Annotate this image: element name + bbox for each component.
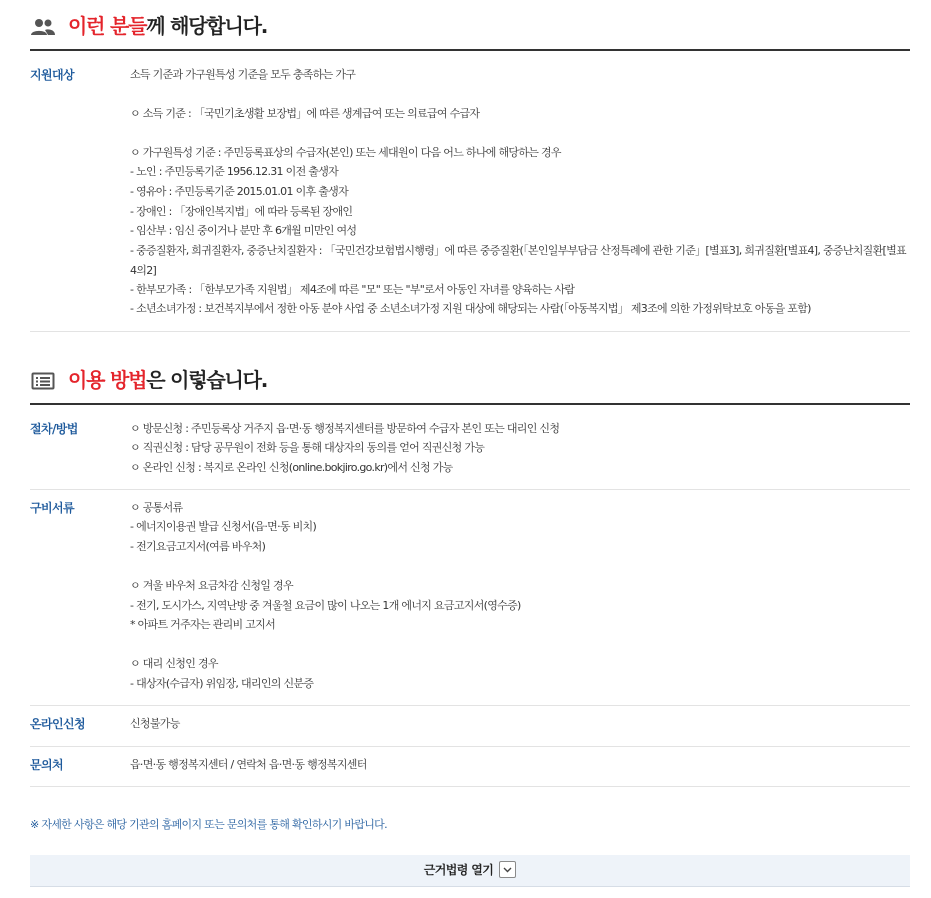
content-line: ㅇ 대리 신청인 경우 [130,657,218,670]
list-icon [30,368,56,394]
divider [30,786,910,787]
content-line: * 아파트 거주자는 관리비 고지서 [130,618,276,631]
content-line: ㅇ 공통서류 [130,501,183,514]
content-line: - 전기요금고지서(여름 바우처) [130,540,266,553]
law-toggle-button[interactable] [30,855,910,886]
people-icon [30,14,56,40]
info-note: ※ 자세한 사항은 해당 기관의 홈페이지 또는 문의처를 통해 확인하시기 바랍니다. [30,818,387,831]
divider [30,489,910,490]
content-line: ㅇ 직권신청 : 담당 공무원이 전화 등을 통해 대상자의 동의를 얻어 직권신청 가능 [130,441,485,454]
content-line: ㅇ 소득 기준 : 「국민기초생활 보장법」에 따른 생계급여 또는 의료급여 수급자 [130,107,480,120]
law-toggle-bar [30,855,910,887]
section-usage-header [30,360,910,400]
content-line: - 전기, 도시가스, 지역난방 중 겨울철 요금이 많이 나오는 1개 에너지 요금고지서(영수증) [130,599,521,612]
content-line: - 임산부 : 임신 중이거나 분만 후 6개월 미만인 여성 [130,224,357,237]
content-line: - 에너지이용권 발급 신청서(읍·면·동 비치) [130,520,317,533]
content-line: ㅇ 가구원특성 기준 : 주민등록표상의 수급자(본인) 또는 세대원이 다음 어느 하나에 해당하는 경우 [130,146,561,159]
divider [30,746,910,747]
row-label-target: 지원대상 [30,68,74,82]
chevron-down-icon[interactable] [499,861,516,878]
content-line: 소득 기준과 가구원특성 기준을 모두 충족하는 가구 [130,68,356,81]
divider [30,49,910,51]
section-target-header [30,6,910,46]
row-label-online: 온라인신청 [30,717,85,731]
content-line: ㅇ 방문신청 : 주민등록상 거주지 읍·면·동 행정복지센터를 방문하여 수급자 본인 또는 대리인 신청 [130,422,560,435]
content-line: 신청불가능 [130,717,180,730]
content-line: - 한부모가족 : 「한부모가족 지원법」 제4조에 따른 "모" 또는 "부"로서 아동인 자녀를 양육하는 사람 [130,283,575,296]
content-line: - 영유아 : 주민등록기준 2015.01.01 이후 출생자 [130,185,348,198]
content-line: - 노인 : 주민등록기준 1956.12.31 이전 출생자 [130,165,339,178]
row-label-procedure: 절차/방법 [30,422,78,436]
row-label-contact: 문의처 [30,758,63,772]
content-line: - 소년소녀가정 : 보건복지부에서 정한 아동 분야 사업 중 소년소녀가정 지원 대상에 해당되는 사람(「아동복지법」 제3조에 의한 가정위탁보호 아동을 포함) [130,302,811,315]
content-line: 읍·면·동 행정복지센터 / 연락처 읍·면·동 행정복지센터 [130,758,367,771]
content-line: ㅇ 온라인 신청 : 복지로 온라인 신청(online.bokjiro.go.kr)에서 신청 가능 [130,461,453,474]
content-line: - 대상자(수급자) 위임장, 대리인의 신분증 [130,677,314,690]
section-title: 이용 방법은 이렇습니다. [68,368,268,392]
content-line: ㅇ 겨울 바우처 요금차감 신청일 경우 [130,579,293,592]
divider [30,403,910,405]
row-label-documents: 구비서류 [30,501,74,515]
section-title: 이런 분들께 해당합니다. [68,14,268,38]
divider [30,331,910,332]
content-line: - 중증질환자, 희귀질환자, 중증난치질환자 : 「국민건강보험법시행령」에 따른 중증질환(「본인일부부담금 산정특례에 관한 기준」[별표3], 희귀질환[별표4], 중증난치질환[별표4의2] [130,244,906,277]
divider [30,705,910,706]
content-line: - 장애인 : 「장애인복지법」에 따라 등록된 장애인 [130,205,353,218]
law-toggle-label: 근거법령 열기 [423,863,494,877]
